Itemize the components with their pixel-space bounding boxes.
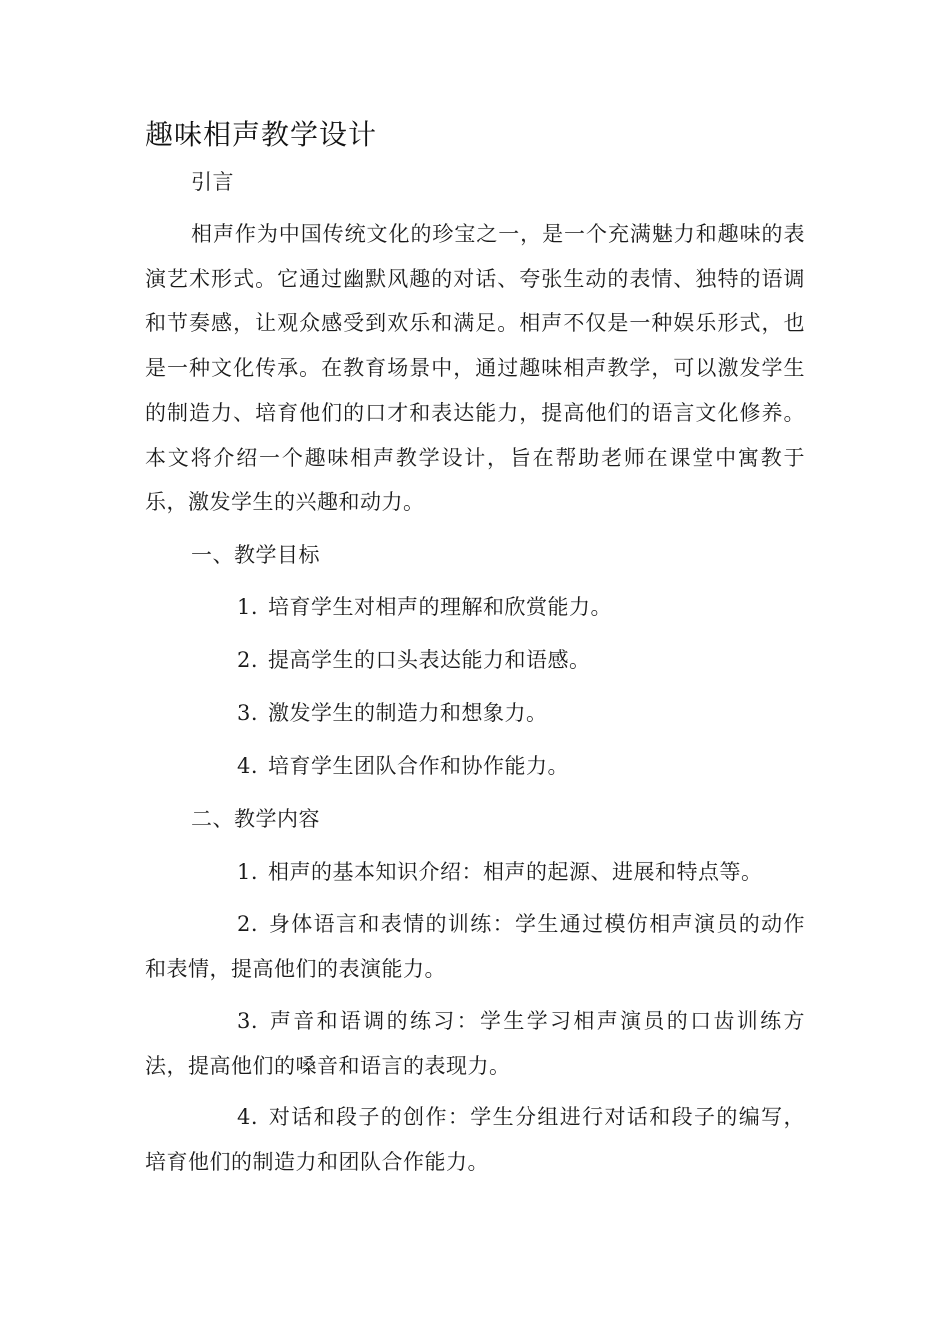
content-item-number: 3. [237,1009,259,1033]
goal-item-number: 4. [237,754,259,778]
goal-item-number: 2. [237,648,259,672]
content-item-number: 1. [237,860,259,884]
content-item [145,1095,805,1184]
content-item-number: 2. [237,912,259,936]
content-item [145,999,805,1088]
content-item [145,850,805,895]
content-item-text: 身体语言和表情的训练：学生通过模仿相声演员的动作和表情，提高他们的表演能力。 [145,912,805,981]
goal-item-number: 1. [237,595,259,619]
content-item-text: 对话和段子的创作：学生分组进行对话和段子的编写，培育他们的制造力和团队合作能力。 [145,1105,805,1174]
goal-item [145,691,805,736]
document-title: 趣味相声教学设计 [145,118,378,151]
goal-item [145,744,805,789]
section-heading-goals: 一、教学目标 [191,543,320,567]
content-item-text: 相声的基本知识介绍：相声的起源、进展和特点等。 [268,860,763,884]
goal-item [145,585,805,630]
intro-paragraph: 相声作为中国传统文化的珍宝之一，是一个充满魅力和趣味的表演艺术形式。它通过幽默风趣的对话、夸张生动的表情、独特的语调和节奏感，让观众感受到欢乐和满足。相声不仅是一种娱乐形式，也是一种文化传承。在教育场景中，通过趣味相声教学，可以激发学生的制造力、培育他们的口才和表达能力，提高他们的语言文化修养。本文将介绍一个趣味相声教学设计，旨在帮助老师在课堂中寓教于乐，激发学生的兴趣和动力。 [145,222,805,515]
goal-item-number: 3. [237,701,259,725]
goal-item-text: 培育学生对相声的理解和欣赏能力。 [268,595,613,619]
section-heading-content: 二、教学内容 [191,807,320,831]
content-item-text: 声音和语调的练习：学生学习相声演员的口齿训练方法，提高他们的嗓音和语言的表现力。 [145,1009,805,1078]
intro-heading: 引言 [191,170,234,194]
goal-item-text: 培育学生团队合作和协作能力。 [268,754,570,778]
goal-item-text: 激发学生的制造力和想象力。 [268,701,548,725]
goal-item [145,638,805,683]
goal-item-text: 提高学生的口头表达能力和语感。 [268,648,591,672]
content-item-number: 4. [237,1105,259,1129]
content-item [145,902,805,991]
